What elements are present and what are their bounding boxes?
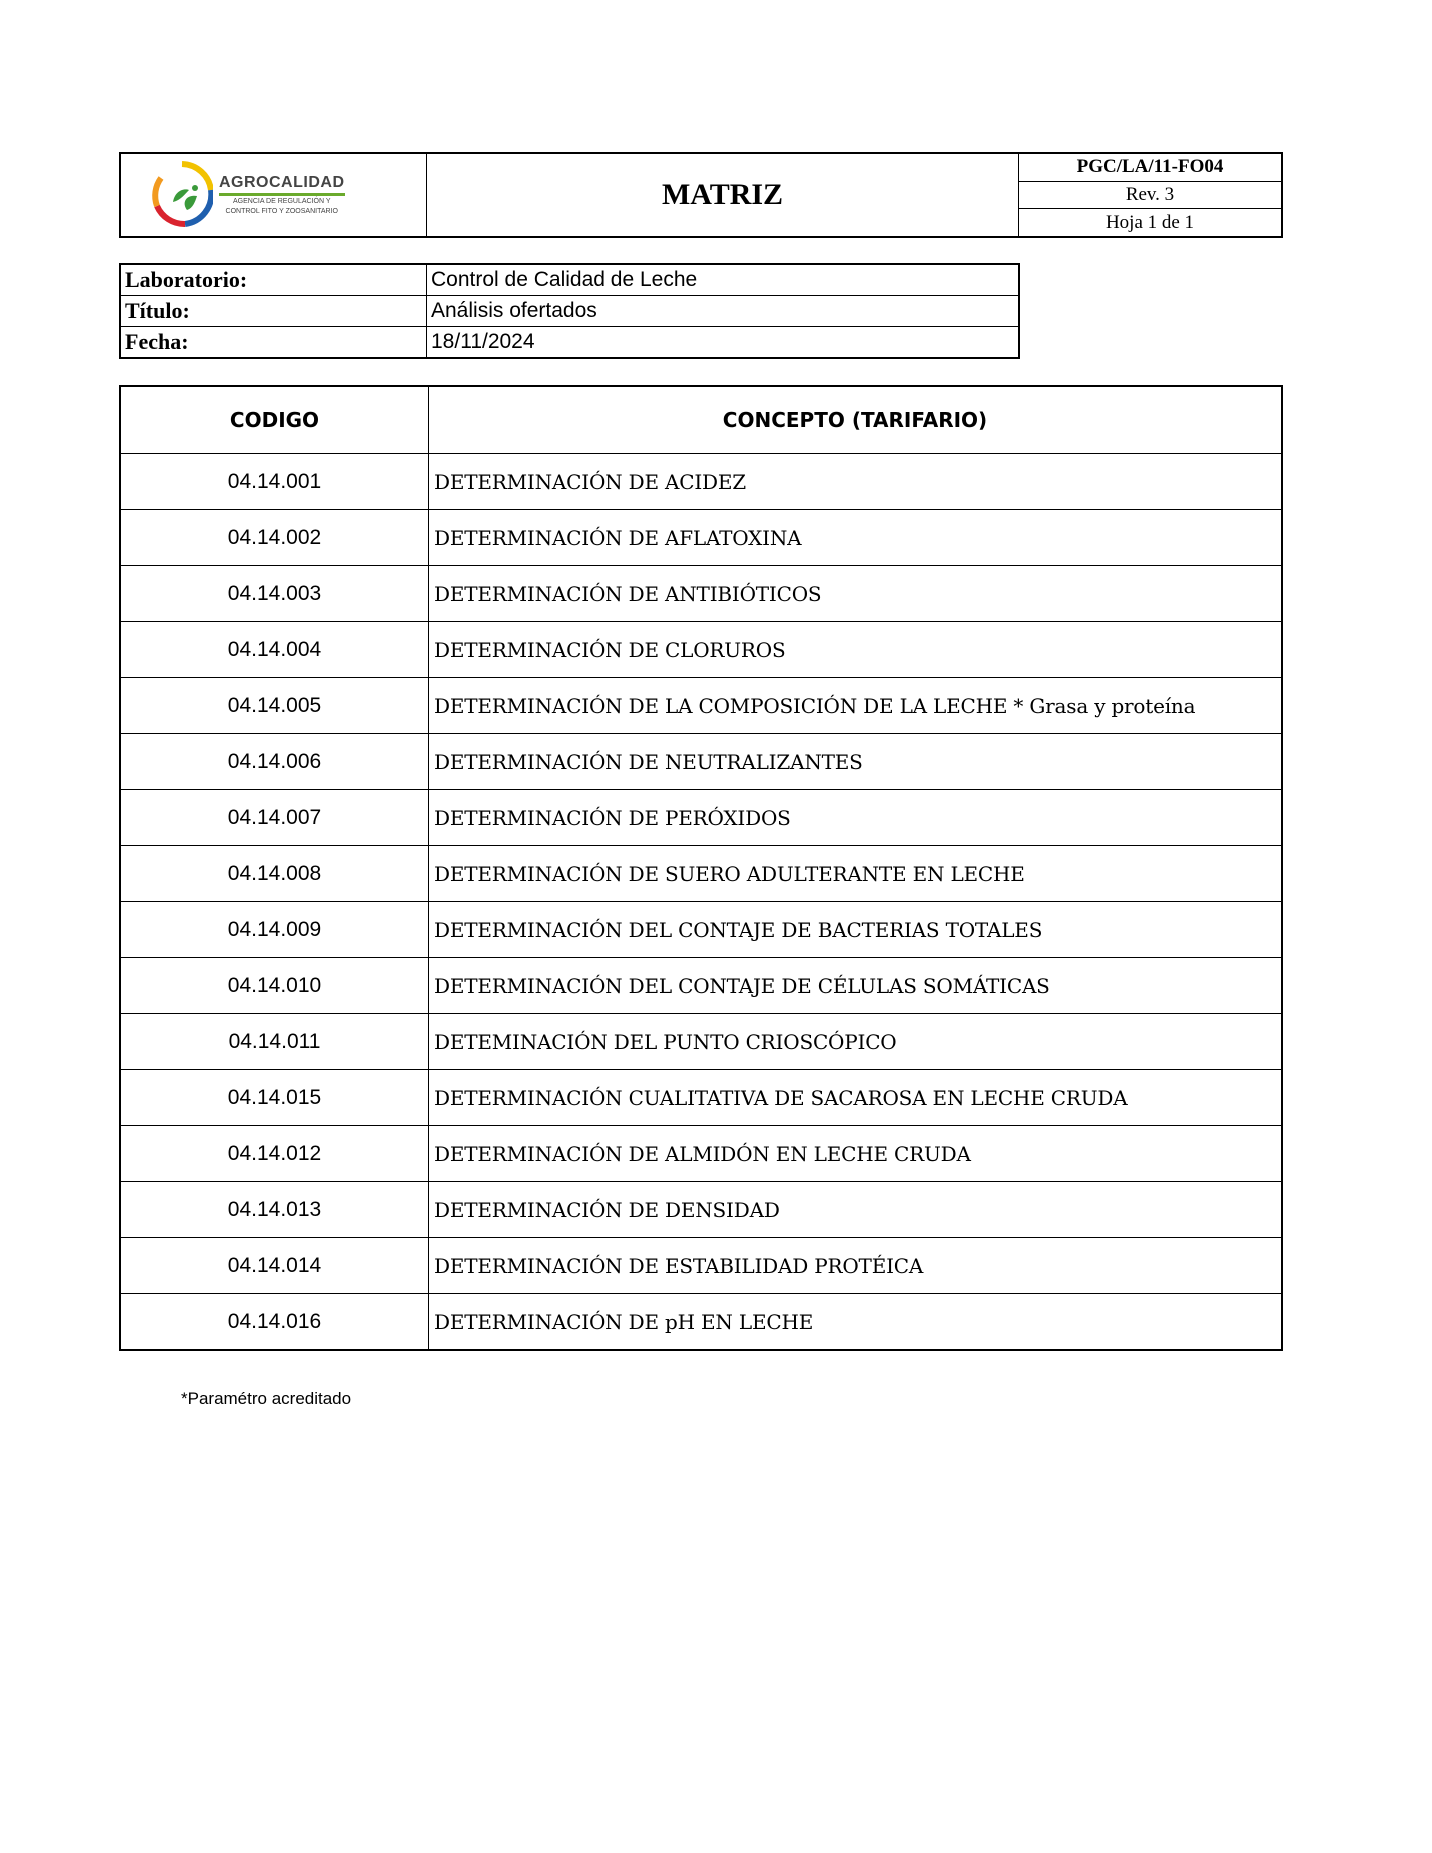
row-code: 04.14.011 bbox=[120, 1014, 429, 1070]
column-header-code: CODIGO bbox=[120, 386, 429, 454]
row-concept: DETERMINACIÓN DE LA COMPOSICIÓN DE LA LECHE * Grasa y proteína bbox=[429, 678, 1283, 734]
row-concept: DETERMINACIÓN DE ALMIDÓN EN LECHE CRUDA bbox=[429, 1126, 1283, 1182]
table-row bbox=[120, 1070, 1282, 1126]
logo-subtitle-line2: CONTROL FITO Y ZOOSANITARIO bbox=[225, 208, 338, 215]
row-concept: DETERMINACIÓN DE ANTIBIÓTICOS bbox=[429, 566, 1283, 622]
row-concept: DETERMINACIÓN DE ACIDEZ bbox=[429, 454, 1283, 510]
services-table bbox=[119, 385, 1283, 1351]
info-label: Laboratorio: bbox=[120, 264, 427, 296]
table-row bbox=[120, 454, 1282, 510]
row-concept: DETERMINACIÓN DE PERÓXIDOS bbox=[429, 790, 1283, 846]
row-code: 04.14.001 bbox=[120, 454, 429, 510]
document-code: PGC/LA/11-FO04 bbox=[1019, 154, 1281, 182]
table-row bbox=[120, 1126, 1282, 1182]
table-row bbox=[120, 902, 1282, 958]
column-header-concept: CONCEPTO (TARIFARIO) bbox=[429, 386, 1283, 454]
table-row bbox=[120, 510, 1282, 566]
table-row bbox=[120, 1014, 1282, 1070]
document-meta bbox=[1019, 153, 1283, 237]
table-row bbox=[120, 1238, 1282, 1294]
agrocalidad-logo bbox=[121, 154, 426, 236]
row-code: 04.14.006 bbox=[120, 734, 429, 790]
row-concept: DETERMINACIÓN DE SUERO ADULTERANTE EN LECHE bbox=[429, 846, 1283, 902]
row-concept: DETERMINACIÓN DE DENSIDAD bbox=[429, 1182, 1283, 1238]
row-concept: DETERMINACIÓN DE AFLATOXINA bbox=[429, 510, 1283, 566]
info-row-titulo bbox=[120, 296, 1019, 327]
row-concept: DETERMINACIÓN DE CLORUROS bbox=[429, 622, 1283, 678]
info-value: Análisis ofertados bbox=[427, 296, 1020, 327]
row-code: 04.14.007 bbox=[120, 790, 429, 846]
table-row bbox=[120, 622, 1282, 678]
row-code: 04.14.014 bbox=[120, 1238, 429, 1294]
row-concept: DETERMINACIÓN DE NEUTRALIZANTES bbox=[429, 734, 1283, 790]
logo-cell bbox=[120, 153, 427, 237]
row-code: 04.14.013 bbox=[120, 1182, 429, 1238]
row-code: 04.14.012 bbox=[120, 1126, 429, 1182]
document-page: Hoja 1 de 1 bbox=[1105, 211, 1195, 233]
info-label: Título: bbox=[120, 296, 427, 327]
row-code: 04.14.004 bbox=[120, 622, 429, 678]
row-code: 04.14.008 bbox=[120, 846, 429, 902]
footnote: *Paramétro acreditado bbox=[181, 1389, 352, 1408]
table-row bbox=[120, 1294, 1282, 1351]
row-code: 04.14.003 bbox=[120, 566, 429, 622]
row-concept: DETERMINACIÓN DEL CONTAJE DE CÉLULAS SOMÁTICAS bbox=[429, 958, 1283, 1014]
row-concept: DETERMINACIÓN CUALITATIVA DE SACAROSA EN LECHE CRUDA bbox=[429, 1070, 1283, 1126]
row-concept: DETEMINACIÓN DEL PUNTO CRIOSCÓPICO bbox=[429, 1014, 1283, 1070]
row-code: 04.14.005 bbox=[120, 678, 429, 734]
document-header bbox=[119, 152, 1283, 238]
info-table bbox=[119, 263, 1020, 359]
table-row bbox=[120, 1182, 1282, 1238]
row-code: 04.14.002 bbox=[120, 510, 429, 566]
row-concept: DETERMINACIÓN DE pH EN LECHE bbox=[429, 1294, 1283, 1351]
table-body bbox=[120, 454, 1282, 1351]
table-row bbox=[120, 678, 1282, 734]
logo-name: AGROCALIDAD bbox=[219, 174, 345, 196]
row-code: 04.14.010 bbox=[120, 958, 429, 1014]
info-row-fecha bbox=[120, 327, 1019, 359]
row-code: 04.14.016 bbox=[120, 1294, 429, 1351]
info-value: Control de Calidad de Leche bbox=[427, 264, 1020, 296]
document-title: MATRIZ bbox=[427, 153, 1019, 237]
table-row bbox=[120, 958, 1282, 1014]
table-row bbox=[120, 790, 1282, 846]
table-row bbox=[120, 566, 1282, 622]
row-concept: DETERMINACIÓN DE ESTABILIDAD PROTÉICA bbox=[429, 1238, 1283, 1294]
table-header-row bbox=[120, 386, 1282, 454]
table-row bbox=[120, 734, 1282, 790]
row-code: 04.14.015 bbox=[120, 1070, 429, 1126]
agrocalidad-emblem-icon bbox=[151, 160, 213, 230]
logo-subtitle-line1: AGENCIA DE REGULACIÓN Y bbox=[232, 198, 331, 205]
table-row bbox=[120, 846, 1282, 902]
document-revision: Rev. 3 bbox=[1019, 182, 1281, 210]
row-code: 04.14.009 bbox=[120, 902, 429, 958]
info-label: Fecha: bbox=[120, 327, 427, 359]
row-concept: DETERMINACIÓN DEL CONTAJE DE BACTERIAS TOTALES bbox=[429, 902, 1283, 958]
info-value: 18/11/2024 bbox=[427, 327, 1020, 359]
info-row-laboratorio bbox=[120, 264, 1019, 296]
